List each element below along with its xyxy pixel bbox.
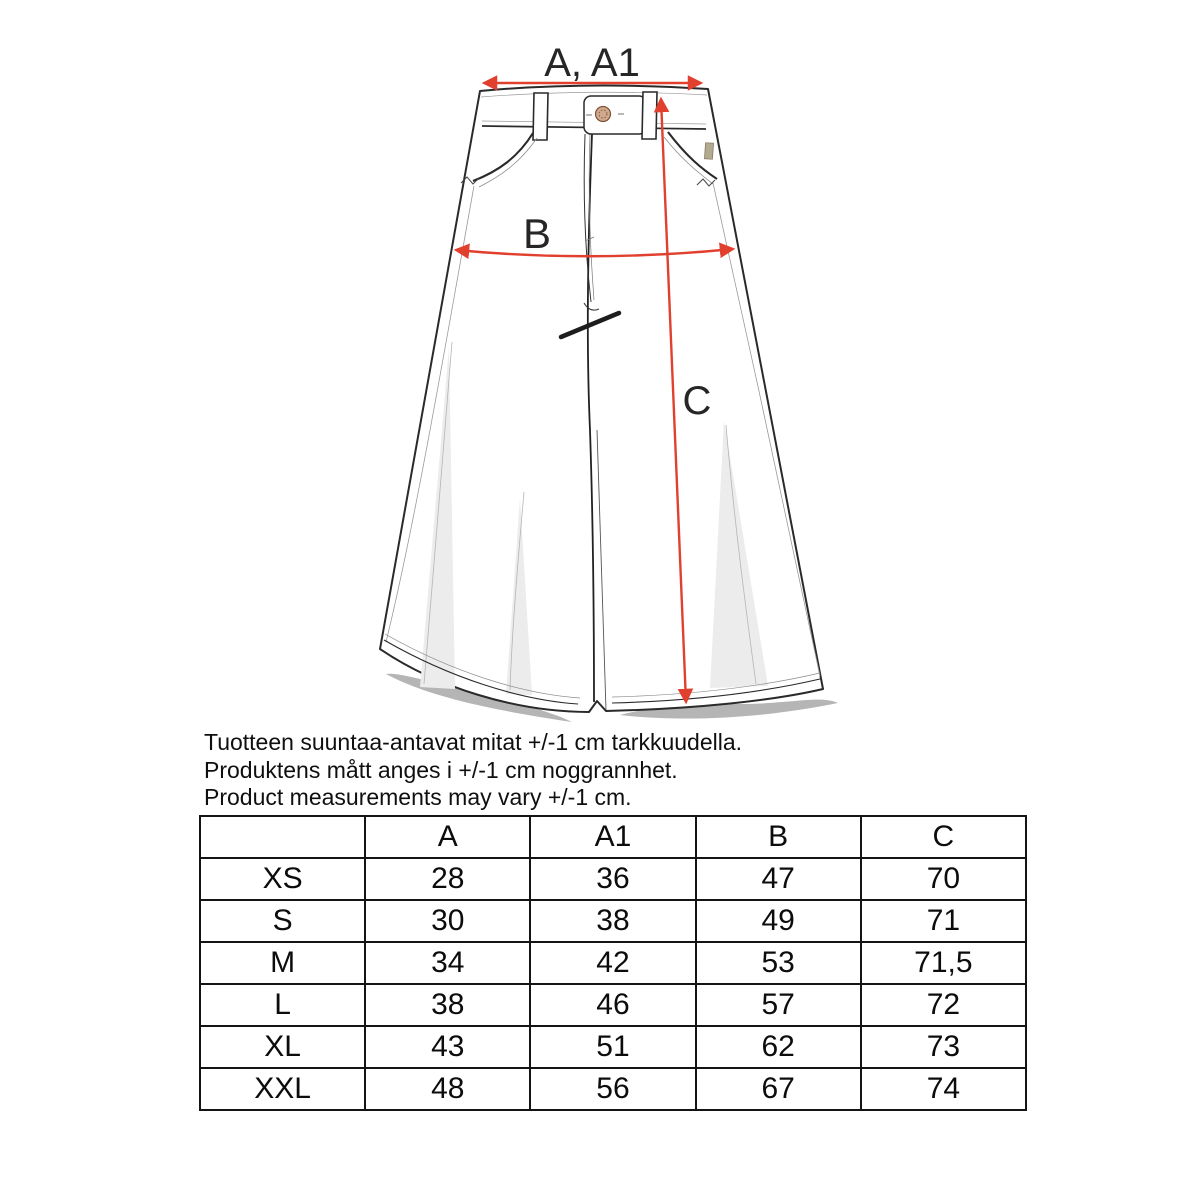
note-swedish: Produktens mått anges i +/-1 cm noggrannhet.: [204, 756, 678, 783]
column-header-a: A: [365, 816, 530, 858]
table-cell: 42: [530, 942, 695, 984]
size-label: S: [200, 900, 365, 942]
pocket-tag: [704, 143, 713, 160]
note-english: Product measurements may vary +/-1 cm.: [204, 784, 632, 810]
table-row: [200, 1026, 1026, 1068]
table-cell: 71: [861, 900, 1026, 942]
size-label: XXL: [200, 1068, 365, 1110]
table-cell: 70: [861, 858, 1026, 900]
table-cell: 74: [861, 1068, 1026, 1110]
table-row: [200, 900, 1026, 942]
table-row: [200, 858, 1026, 900]
table-cell: 57: [696, 984, 861, 1026]
table-cell: 34: [365, 942, 530, 984]
table-cell: 48: [365, 1068, 530, 1110]
table-cell: 73: [861, 1026, 1026, 1068]
table-row: [200, 984, 1026, 1026]
table-cell: 56: [530, 1068, 695, 1110]
table-cell: 72: [861, 984, 1026, 1026]
size-label: M: [200, 942, 365, 984]
note-finnish: Tuotteen suuntaa-antavat mitat +/-1 cm tarkkuudella.: [204, 729, 743, 755]
table-cell: 49: [696, 900, 861, 942]
measure-label-b: B: [522, 210, 552, 257]
size-label: L: [200, 984, 365, 1026]
waist-button-icon: [596, 107, 611, 122]
table-cell: 38: [365, 984, 530, 1026]
size-label: XL: [200, 1026, 365, 1068]
table-cell: 46: [530, 984, 695, 1026]
table-cell: 53: [696, 942, 861, 984]
table-cell: 38: [530, 900, 695, 942]
table-row: [200, 942, 1026, 984]
tolerance-notes: [204, 729, 742, 812]
measure-label-c: C: [682, 379, 712, 423]
table-cell: 28: [365, 858, 530, 900]
table-cell: 67: [696, 1068, 861, 1110]
column-header-size: [200, 816, 365, 858]
table-cell: 30: [365, 900, 530, 942]
size-label: XS: [200, 858, 365, 900]
column-header-c: C: [861, 816, 1026, 858]
table-cell: 36: [530, 858, 695, 900]
table-cell: 51: [530, 1026, 695, 1068]
column-header-a1: A1: [530, 816, 695, 858]
fly-placket: [584, 96, 646, 134]
column-header-b: B: [696, 816, 861, 858]
table-cell: 47: [696, 858, 861, 900]
table-header-row: [200, 816, 1026, 858]
table-cell: 43: [365, 1026, 530, 1068]
measure-label-a-a1: A, A1: [544, 41, 640, 85]
size-table: [199, 815, 1027, 1111]
table-row: [200, 1068, 1026, 1110]
table-cell: 62: [696, 1026, 861, 1068]
table-cell: 71,5: [861, 942, 1026, 984]
